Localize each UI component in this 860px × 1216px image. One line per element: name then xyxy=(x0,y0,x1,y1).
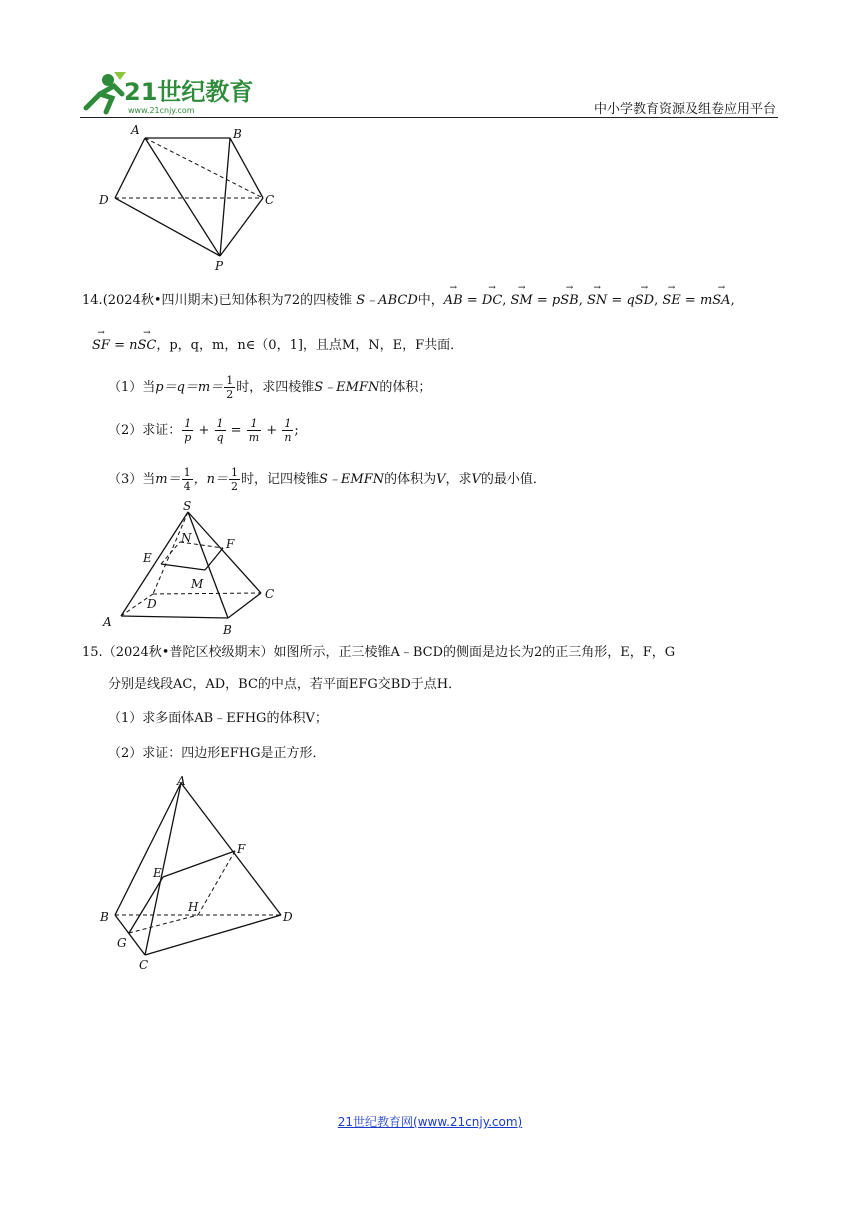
q14-part1 xyxy=(108,375,431,400)
q14-part2: （2）求证： $\frac{1}{p}$ + $\frac{1}{q}$ = $\frac{1}{m}$ + $\frac{1}{n}$ ; xyxy=(108,417,299,444)
q15-figure xyxy=(95,773,300,978)
frac-num: 1 xyxy=(226,374,234,387)
header-divider xyxy=(80,117,778,118)
vec-se: → SE xyxy=(662,291,680,312)
var-q: q xyxy=(626,293,635,308)
vec-sn: → SN xyxy=(587,291,607,312)
q14-part3 xyxy=(108,467,546,492)
frac-num: 1 xyxy=(182,418,193,431)
frac-den: m xyxy=(248,431,260,444)
frac-1-p xyxy=(182,418,193,443)
q14-p3-v1: V xyxy=(436,472,446,487)
q14-p3-text-e: 的最小值． xyxy=(480,472,546,487)
q15-label-b: B xyxy=(100,910,109,924)
q14-condition: ，p，q，m，n∈（0，1]，且点M，N，E，F共面． xyxy=(156,338,464,353)
q14-p1-text-a: （1）当 xyxy=(108,380,156,395)
q14-pyramid: S﹣ABCD xyxy=(356,293,418,308)
vec-ab: → AB xyxy=(444,291,463,312)
q14-label-n: N xyxy=(181,531,192,545)
q15-line1 xyxy=(82,643,675,664)
q15-label-d: D xyxy=(283,910,293,924)
frac-quarter xyxy=(182,467,193,492)
q14-label-s: S xyxy=(183,499,192,513)
q14-p3-text-a: （3）当 xyxy=(108,472,156,487)
frac-1-q xyxy=(215,418,226,443)
q15-label-c: C xyxy=(139,958,149,972)
logo xyxy=(78,68,258,116)
q15-label-f: F xyxy=(237,842,246,856)
q15-source: （2024秋•普陀区校级期末） xyxy=(102,645,274,660)
q14-source: (2024秋•四川期末) xyxy=(102,293,219,308)
q14-label-a: A xyxy=(103,615,112,629)
logo-url-text: www.21cnjy.com xyxy=(128,106,195,115)
vec-sd: → SD xyxy=(635,291,654,312)
q15-number: 15. xyxy=(82,645,103,660)
vec-sm: → SM xyxy=(511,291,533,312)
frac-den: q xyxy=(216,431,224,444)
q13-label-d: D xyxy=(99,193,109,207)
frac-num: 1 xyxy=(282,418,293,431)
q14-p3-m: m＝ xyxy=(155,472,181,487)
q15-label-a: A xyxy=(177,774,186,788)
frac-den: 4 xyxy=(183,480,191,493)
q15-part2: （2）求证：四边形EFHG是正方形． xyxy=(108,746,326,761)
q13-figure xyxy=(95,122,285,272)
q14-p1-pyramid: S﹣EMFN xyxy=(314,380,380,395)
q14-p2-text: （2）求证： xyxy=(108,423,182,438)
q14-p1-text-c: 的体积； xyxy=(379,380,432,395)
q15-part1: （1）求多面体AB﹣EFHG的体积V； xyxy=(108,711,328,726)
q14-label-f: F xyxy=(226,537,235,551)
q14-zhong: 中， xyxy=(417,293,444,308)
q15-line2: 分别是线段AC，AD，BC的中点，若平面EFG交BD于点H． xyxy=(108,677,462,692)
q14-p3-text-c: 的体积为 xyxy=(384,472,437,487)
frac-den: p xyxy=(184,431,192,444)
q14-p1-text-b: 时，求四棱锥 xyxy=(236,380,315,395)
vec-sb: → SB xyxy=(560,291,578,312)
logo-runner-icon xyxy=(78,68,258,116)
frac-num: 1 xyxy=(230,466,238,479)
frac-den: n xyxy=(284,431,292,444)
platform-name: 中小学教育资源及组卷应用平台 xyxy=(593,102,776,117)
var-p: p xyxy=(551,293,561,308)
footer-link[interactable]: 21世纪教育网(www.21cnjy.com) xyxy=(337,1115,523,1129)
var-m: m xyxy=(699,293,713,308)
frac-1-n xyxy=(282,418,293,443)
q14-label-d: D xyxy=(147,597,157,611)
frac-num: 1 xyxy=(215,418,226,431)
vec-dc: → DC xyxy=(482,291,502,312)
frac-half-1 xyxy=(224,375,235,400)
q15-label-h: H xyxy=(188,900,199,914)
q14-line2: → SF = n→ SC，p，q，m，n∈（0，1]，且点M，N，E，F共面． xyxy=(92,336,463,357)
vec-sf: → SF xyxy=(92,336,110,357)
q14-p3-v2: V xyxy=(471,472,481,487)
q13-label-c: C xyxy=(265,193,275,207)
q14-p3-text-d: ，求 xyxy=(445,472,472,487)
q14-figure xyxy=(95,498,295,640)
vec-sc: → SC xyxy=(137,336,156,357)
q15-label-g: G xyxy=(117,936,127,950)
q14-label-e: E xyxy=(143,551,152,565)
q14-label-b: B xyxy=(223,623,232,637)
q14-label-c: C xyxy=(265,587,275,601)
q13-label-b: B xyxy=(233,127,242,141)
q15-label-e: E xyxy=(153,866,162,880)
q13-label-p: P xyxy=(215,259,224,272)
q13-label-a: A xyxy=(131,123,140,137)
logo-text: 21世纪教育 xyxy=(124,78,254,106)
q14-p3-n: ，n＝ xyxy=(193,472,228,487)
frac-1-m xyxy=(247,418,261,443)
q14-label-m: M xyxy=(191,577,204,591)
var-n: n xyxy=(129,338,138,353)
frac-den: 2 xyxy=(230,480,238,493)
q14-p3-pyramid: S﹣EMFN xyxy=(319,472,385,487)
frac-num: 1 xyxy=(183,466,191,479)
frac-den: 2 xyxy=(226,388,234,401)
q14-p1-var: p＝q＝m＝ xyxy=(155,380,224,395)
frac-half-2 xyxy=(229,467,240,492)
frac-num: 1 xyxy=(247,418,261,431)
q15-text-1: 如图所示，正三棱锥A﹣BCD的侧面是边长为2的正三角形，E，F，G xyxy=(273,645,676,660)
q14-p3-text-b: 时，记四棱锥 xyxy=(240,472,319,487)
q14-line1: 14.(2024秋•四川期末)已知体积为72的四棱锥 S﹣ABCD中，→ AB = → DC, → SM = p→ SB, → SN = q→ SD, → SE = m→ SA, xyxy=(82,291,735,312)
q14-number: 14. xyxy=(82,293,103,308)
q14-stem: 已知体积为72的四棱锥 xyxy=(218,293,353,308)
vec-sa: → SA xyxy=(712,291,730,312)
